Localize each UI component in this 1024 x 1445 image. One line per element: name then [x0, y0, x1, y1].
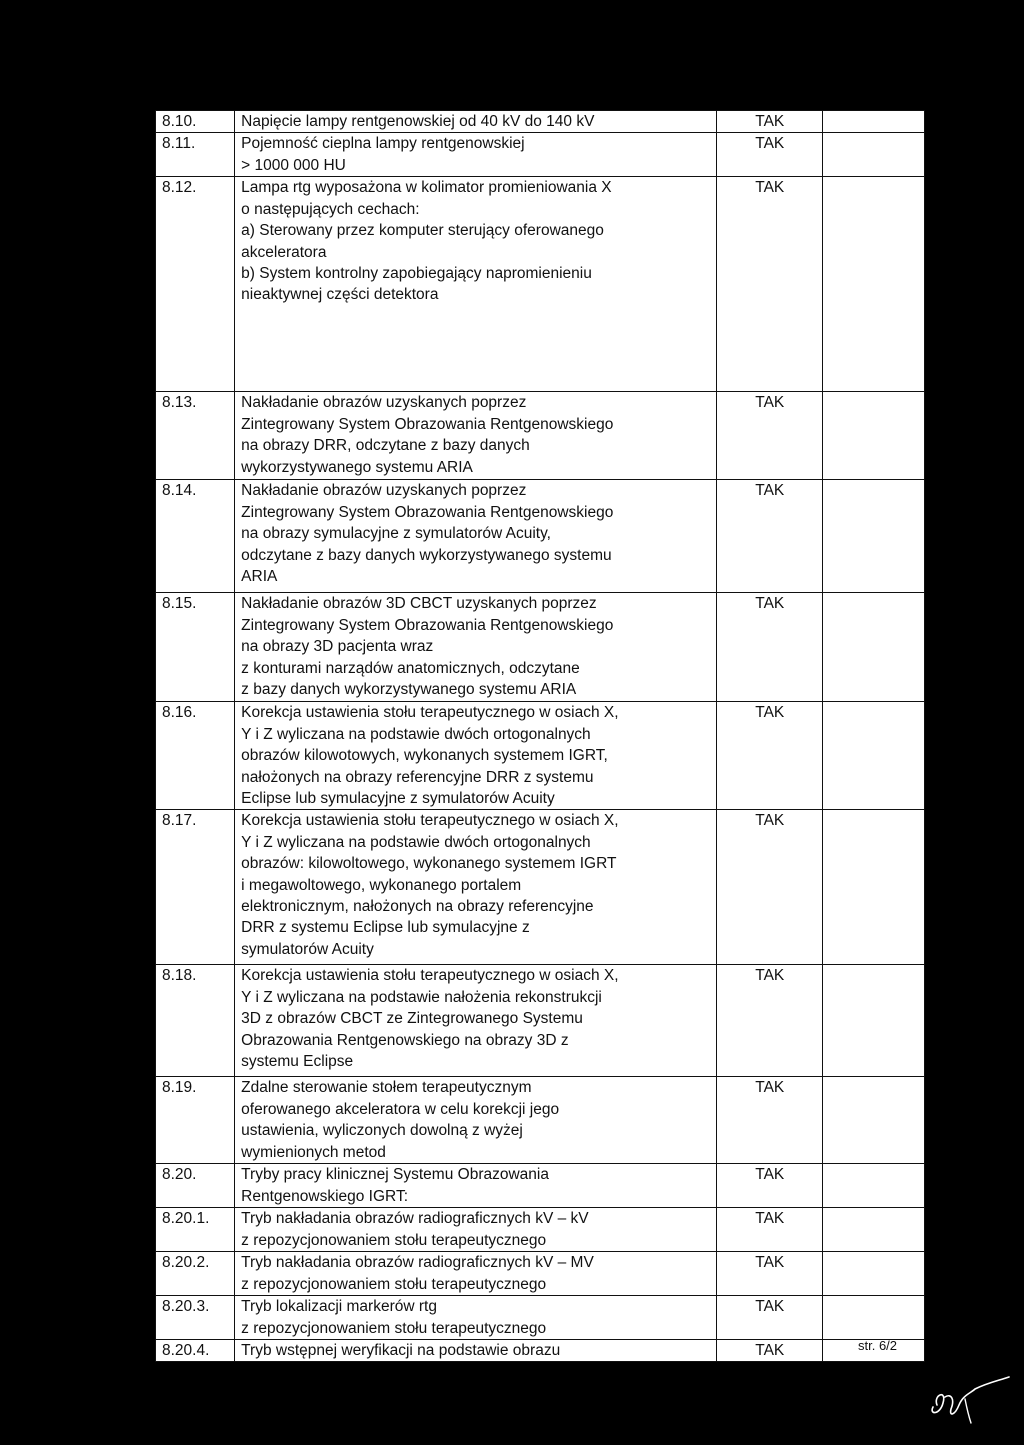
item-description: Korekcja ustawienia stołu terapeutycznego w osiach X, Y i Z wyliczana na podstawie nałożenia rekonstrukcji 3D z obrazów CBCT ze Zintegrowanego Systemu Obrazowania Rentgenowskiego na obrazy 3D z systemu Eclipse: [235, 965, 717, 1077]
item-number: 8.19.: [156, 1077, 235, 1164]
page-number: str. 6/2: [858, 1338, 898, 1353]
item-value: TAK: [717, 1164, 823, 1208]
item-number: 8.16.: [156, 702, 235, 810]
item-number: 8.17.: [156, 810, 235, 965]
item-number: 8.18.: [156, 965, 235, 1077]
item-description: Tryb wstępnej weryfikacji na podstawie obrazu: [235, 1340, 717, 1362]
table-row: [156, 1208, 925, 1252]
item-description: Tryby pracy klinicznej Systemu Obrazowania Rentgenowskiego IGRT:: [235, 1164, 717, 1208]
item-value: TAK: [717, 392, 823, 480]
table-row: [156, 1077, 925, 1164]
item-number: 8.20.1.: [156, 1208, 235, 1252]
item-description: Lampa rtg wyposażona w kolimator promieniowania X o następujących cechach: a) Sterowany przez komputer sterujący oferowanego akceleratora b) System kontrolny zapobiegający napromienieniu nieaktywnej części detektora: [235, 177, 717, 392]
table-row: [156, 810, 925, 965]
table-body: [156, 111, 925, 1362]
item-description: Nakładanie obrazów uzyskanych poprzez Zintegrowany System Obrazowania Rentgenowskiego na obrazy symulacyjne z symulatorów Acuity, odczytane z bazy danych wykorzystywanego systemu ARIA: [235, 480, 717, 593]
table-row: [156, 702, 925, 810]
table-row: [156, 965, 925, 1077]
item-description: Korekcja ustawienia stołu terapeutycznego w osiach X, Y i Z wyliczana na podstawie dwóch ortogonalnych obrazów: kilowoltowego, wykonanego systemem IGRT i megawoltowego, wykonanego portalem elektronicznym, nałożonych na obrazy referencyjne DRR z systemu Eclipse lub symulacyjne z symulatorów Acuity: [235, 810, 717, 965]
table-row: [156, 177, 925, 392]
item-value: TAK: [717, 810, 823, 965]
item-number: 8.20.4.: [156, 1340, 235, 1362]
specification-table: [155, 110, 925, 1362]
item-description: Zdalne sterowanie stołem terapeutycznym oferowanego akceleratora w celu korekcji jego ustawienia, wyliczonych dowolną z wyżej wymienionych metod: [235, 1077, 717, 1164]
empty-cell: [823, 702, 925, 810]
item-description: Tryb lokalizacji markerów rtg z repozycjonowaniem stołu terapeutycznego: [235, 1296, 717, 1340]
empty-cell: [823, 480, 925, 593]
empty-cell: [823, 177, 925, 392]
table-row: [156, 392, 925, 480]
table-row: [156, 1340, 925, 1362]
item-number: 8.11.: [156, 133, 235, 177]
item-value: TAK: [717, 702, 823, 810]
item-value: TAK: [717, 1340, 823, 1362]
item-value: TAK: [717, 1252, 823, 1296]
item-description: Nakładanie obrazów uzyskanych poprzez Zintegrowany System Obrazowania Rentgenowskiego na obrazy DRR, odczytane z bazy danych wykorzystywanego systemu ARIA: [235, 392, 717, 480]
item-number: 8.20.: [156, 1164, 235, 1208]
item-description: Nakładanie obrazów 3D CBCT uzyskanych poprzez Zintegrowany System Obrazowania Rentgenowskiego na obrazy 3D pacjenta wraz z konturami narządów anatomicznych, odczytane z bazy danych wykorzystywanego systemu ARIA: [235, 593, 717, 702]
item-number: 8.20.3.: [156, 1296, 235, 1340]
empty-cell: [823, 965, 925, 1077]
table-row: [156, 480, 925, 593]
item-value: TAK: [717, 480, 823, 593]
empty-cell: [823, 1208, 925, 1252]
empty-cell: [823, 810, 925, 965]
item-number: 8.15.: [156, 593, 235, 702]
table-row: [156, 111, 925, 133]
table-row: [156, 1296, 925, 1340]
table-row: [156, 1252, 925, 1296]
item-description: Pojemność cieplna lampy rentgenowskiej > 1000 000 HU: [235, 133, 717, 177]
empty-cell: [823, 1077, 925, 1164]
item-number: 8.14.: [156, 480, 235, 593]
empty-cell: [823, 1164, 925, 1208]
empty-cell: [823, 111, 925, 133]
item-number: 8.13.: [156, 392, 235, 480]
item-value: TAK: [717, 111, 823, 133]
table-row: [156, 133, 925, 177]
table-row: [156, 1164, 925, 1208]
handwritten-signature: [925, 1375, 1015, 1425]
empty-cell: [823, 593, 925, 702]
empty-cell: [823, 1252, 925, 1296]
table-row: [156, 593, 925, 702]
empty-cell: [823, 392, 925, 480]
item-value: TAK: [717, 965, 823, 1077]
item-value: TAK: [717, 1208, 823, 1252]
item-value: TAK: [717, 593, 823, 702]
item-description: Tryb nakładania obrazów radiograficznych kV – MV z repozycjonowaniem stołu terapeutycznego: [235, 1252, 717, 1296]
item-description: Tryb nakładania obrazów radiograficznych kV – kV z repozycjonowaniem stołu terapeutycznego: [235, 1208, 717, 1252]
item-number: 8.10.: [156, 111, 235, 133]
item-description: Napięcie lampy rentgenowskiej od 40 kV do 140 kV: [235, 111, 717, 133]
item-number: 8.12.: [156, 177, 235, 392]
item-number: 8.20.2.: [156, 1252, 235, 1296]
empty-cell: [823, 133, 925, 177]
item-value: TAK: [717, 1296, 823, 1340]
item-value: TAK: [717, 133, 823, 177]
item-value: TAK: [717, 177, 823, 392]
empty-cell: [823, 1296, 925, 1340]
item-description: Korekcja ustawienia stołu terapeutycznego w osiach X, Y i Z wyliczana na podstawie dwóch ortogonalnych obrazów kilowotowych, wykonanych systemem IGRT, nałożonych na obrazy referencyjne DRR z systemu Eclipse lub symulacyjne z symulatorów Acuity: [235, 702, 717, 810]
item-value: TAK: [717, 1077, 823, 1164]
